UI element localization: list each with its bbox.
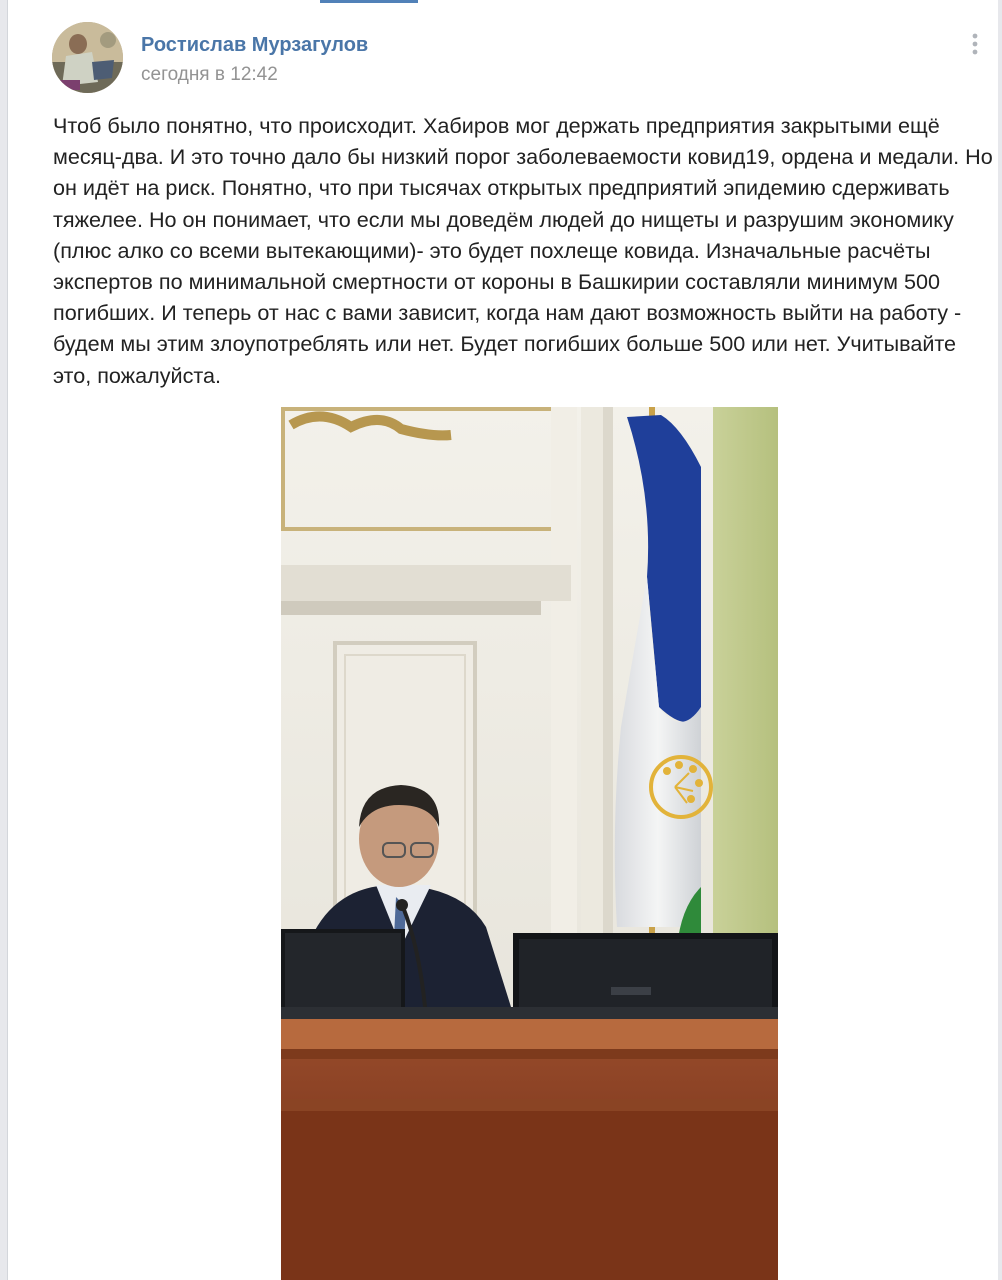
avatar-image <box>52 22 123 93</box>
post-timestamp[interactable]: сегодня в 12:42 <box>141 64 278 85</box>
author-name[interactable]: Ростислав Мурзагулов <box>141 34 369 56</box>
author-avatar[interactable] <box>52 22 123 93</box>
post-header <box>52 22 982 94</box>
left-edge-scrollbar <box>0 0 8 1280</box>
post-text <box>53 110 993 391</box>
more-vertical-icon[interactable] <box>968 32 982 56</box>
active-tab-indicator <box>320 0 418 3</box>
photo-illustration <box>281 407 778 1280</box>
post-photo[interactable] <box>281 407 778 1280</box>
post-paragraph: Чтоб было понятно, что происходит. Хабиров мог держать предприятия закрытыми ещё месяц-два. И это точно дало бы низкий порог заболеваемости ковид19, ордена и медали. Но он идёт на риск. Понятно, что при тысячах открытых предприятий эпидемию сдерживать тяжелее. Но он понимает, что если мы доведём людей до нищеты и разрушим экономику (плюс алко со всеми вытекающими)- это будет похлеще ковида. Изначальные расчёты экспертов по минимальной смертности от короны в Башкирии составляли минимум 500 погибших. И теперь от нас с вами зависит, когда нам дают возможность выйти на работу - будем мы этим злоупотреблять или нет. Будет погибших больше 500 или нет. Учитывайте это, пожалуйста. <box>53 113 993 388</box>
right-edge <box>998 0 1002 1280</box>
